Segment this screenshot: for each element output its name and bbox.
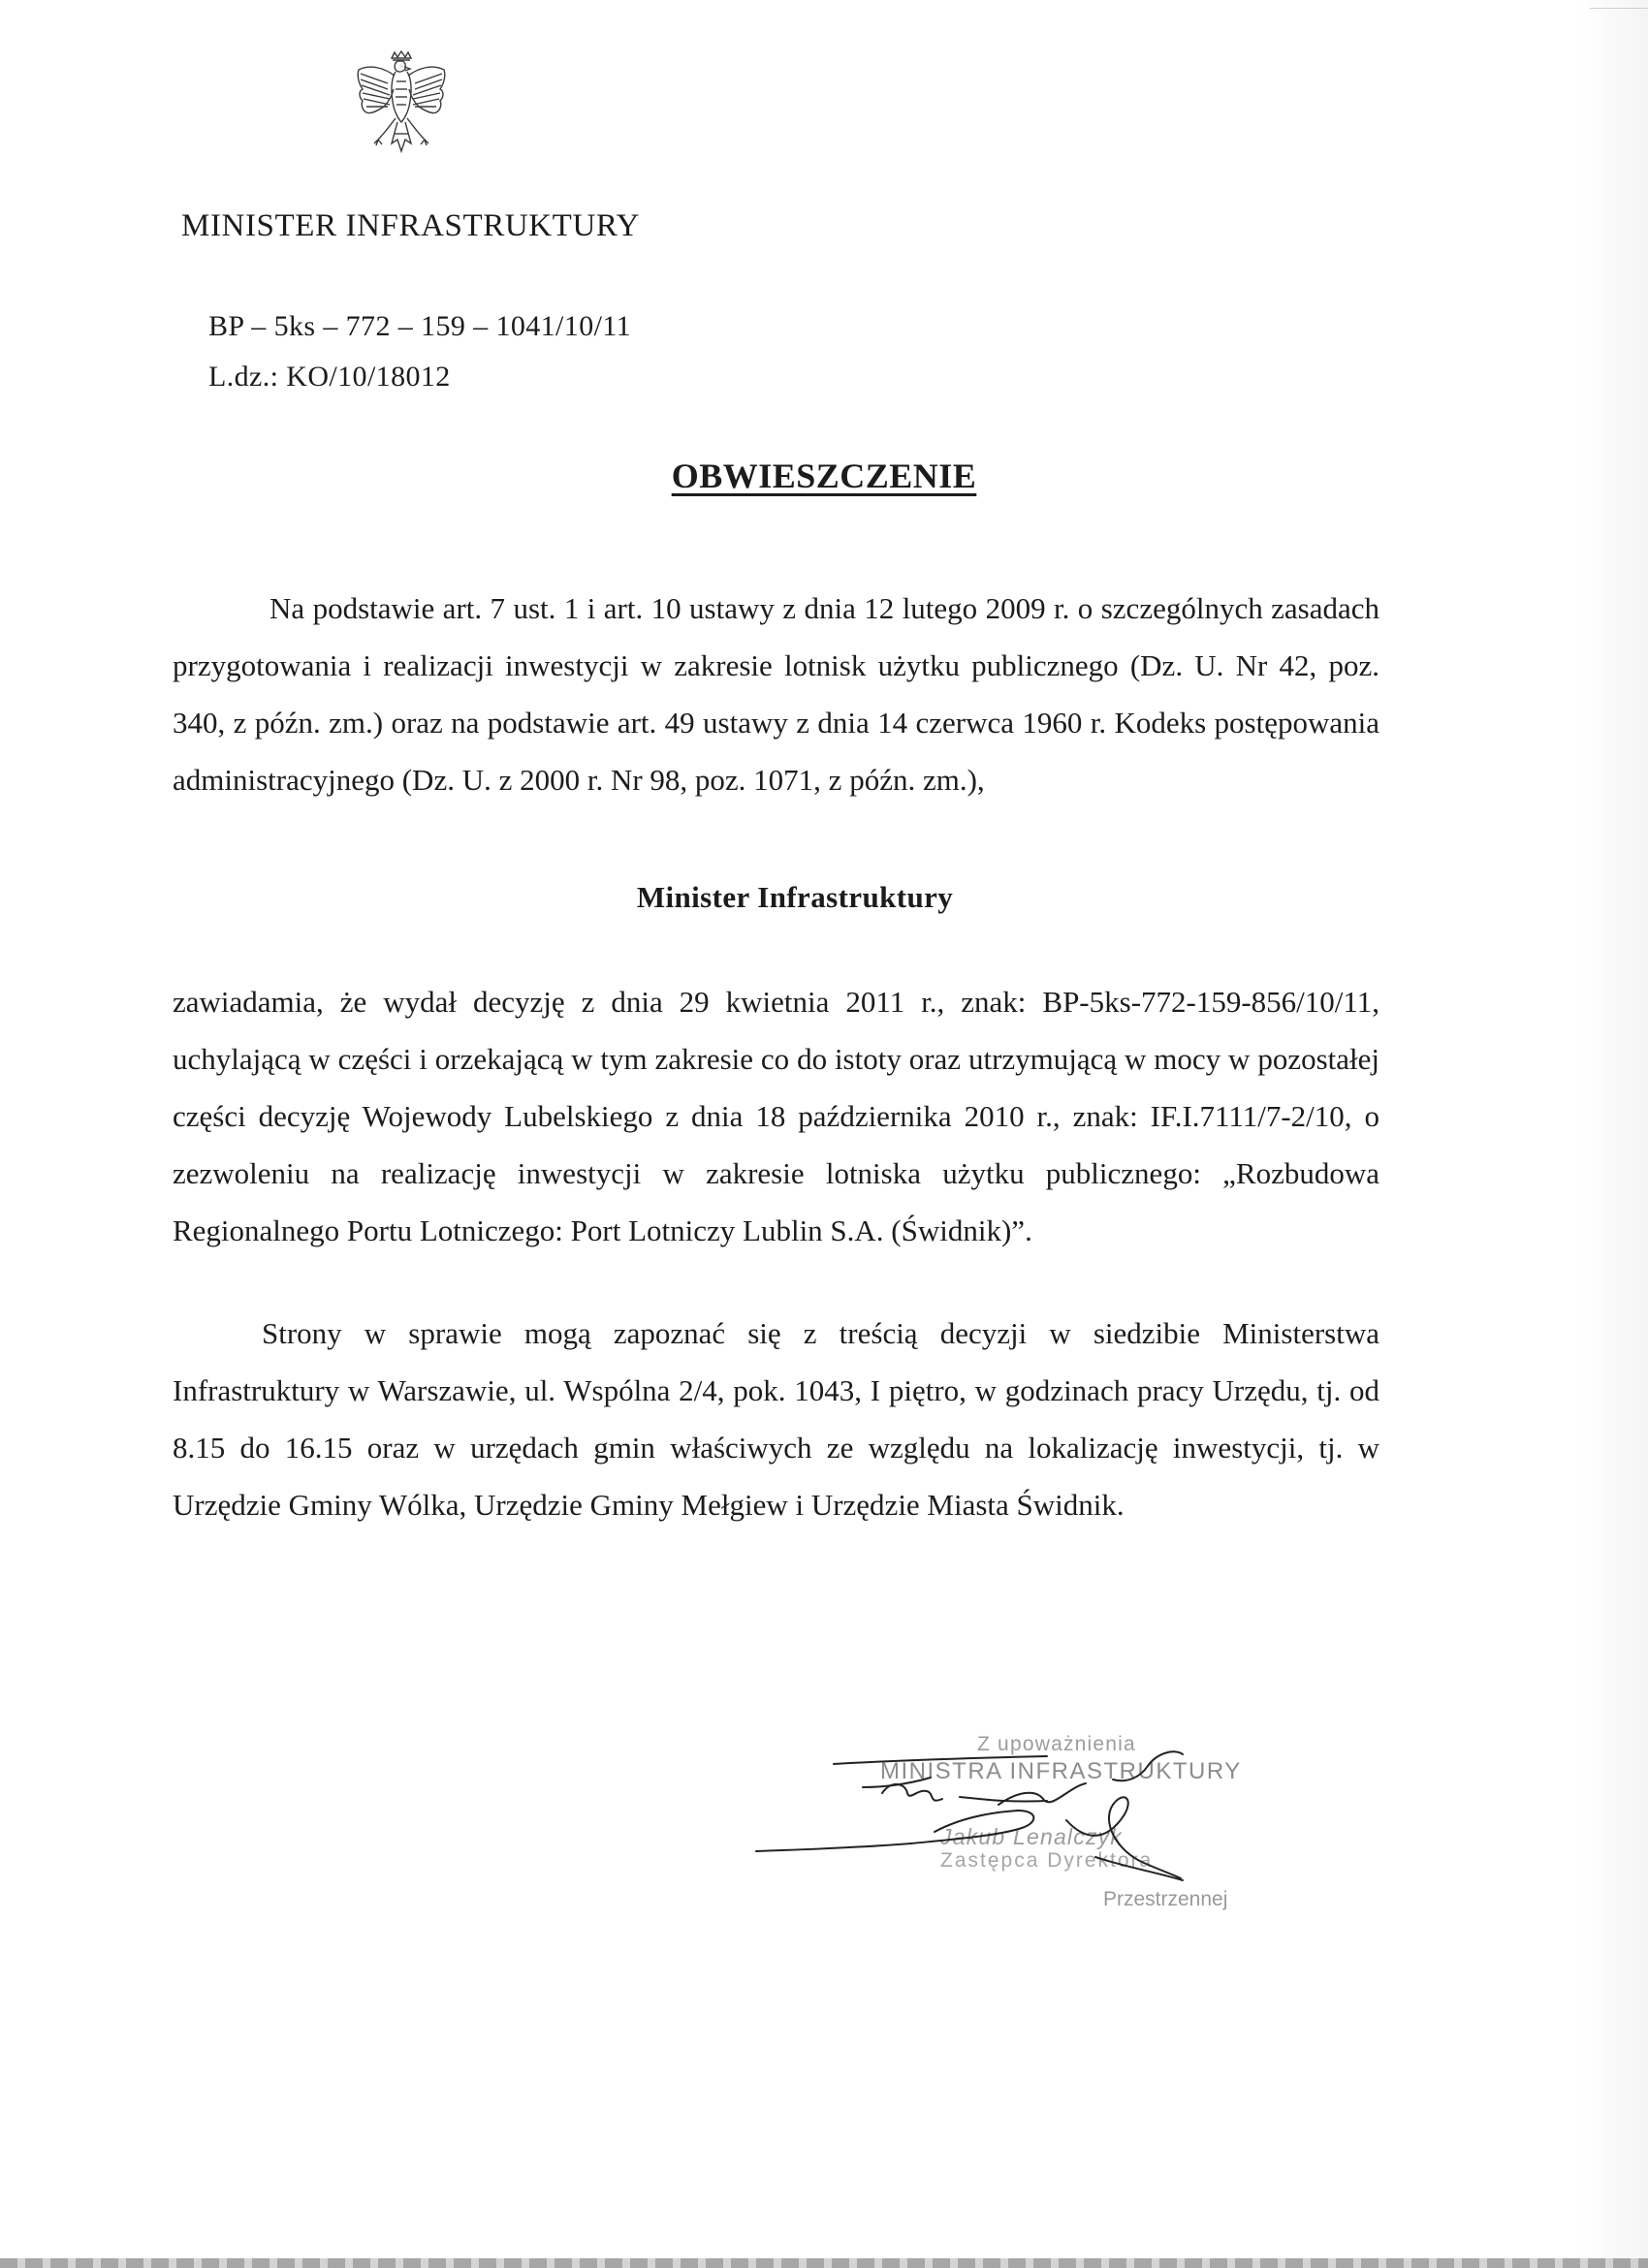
stamp-line-ministry: MINISTRA INFRASTRUKTURY bbox=[880, 1758, 1242, 1784]
polish-eagle-emblem-icon bbox=[349, 50, 454, 173]
scan-mark-top bbox=[1590, 8, 1648, 9]
scan-shadow-right bbox=[1580, 0, 1648, 2268]
scan-edge-bottom bbox=[0, 2258, 1648, 2268]
legal-basis-paragraph: Na podstawie art. 7 ust. 1 i art. 10 ustawy z dnia 12 lutego 2009 r. o szczególnych zasadach przygotowania i realizacji inwestycji w zakresie lotnisk użytku publicznego (Dz. U. Nr 42, poz. 340, z późn. zm.) oraz na podstawie art. 49 ustawy z dnia 14 czerwca 1960 r. Kodeks postępowania administracyjnego (Dz. U. z 2000 r. Nr 98, poz. 1071, z późn. zm.), bbox=[173, 591, 1379, 797]
stamp-line-authorization: Z upoważnienia bbox=[977, 1733, 1136, 1755]
stamp-line-department: Przestrzennej bbox=[1103, 1888, 1228, 1910]
access-info-paragraph: Strony w sprawie mogą zapoznać się z treścią decyzji w siedzibie Ministerstwa Infrastruktury w Warszawie, ul. Wspólna 2/4, pok. 1043, I piętro, w godzinach pracy Urzędu, tj. od 8.15 do 16.15 oraz w urzędach gmin właściwych ze względu na lokalizację inwestycji, tj. w Urzędzie Gminy Wólka, Urzędzie Gminy Mełgiew i Urzędzie Miasta Świdnik. bbox=[173, 1316, 1379, 1522]
minister-heading: Minister Infrastruktury bbox=[636, 880, 954, 914]
decision-paragraph: zawiadamia, że wydał decyzję z dnia 29 kwietnia 2011 r., znak: BP-5ks-772-159-856/10/11, uchylającą w części i orzekającą w tym zakresie co do istoty oraz utrzymującą w mocy w pozostałej części decyzję Wojewody Lubelskiego z dnia 18 października 2010 r., znak: IF.I.7111/7-2/10, o zezwoleniu na realizację inwestycji w zakresie lotniska użytku publicznego: „Rozbudowa Regionalnego Portu Lotniczego: Port Lotniczy Lublin S.A. (Świdnik)”. bbox=[173, 985, 1379, 1247]
reference-number: BP – 5ks – 772 – 159 – 1041/10/11 bbox=[208, 310, 632, 342]
handwritten-signature-icon bbox=[727, 1716, 1309, 1938]
ldz-number: L.dz.: KO/10/18012 bbox=[208, 361, 451, 393]
ministry-name: MINISTER INFRASTRUKTURY bbox=[181, 208, 641, 243]
stamp-line-name: Jakub Lenalczyk bbox=[940, 1824, 1124, 1849]
signature-stamp bbox=[727, 1716, 1309, 1938]
stamp-line-position: Zastępca Dyrektora bbox=[940, 1849, 1154, 1872]
document-title: OBWIESZCZENIE bbox=[671, 457, 977, 495]
